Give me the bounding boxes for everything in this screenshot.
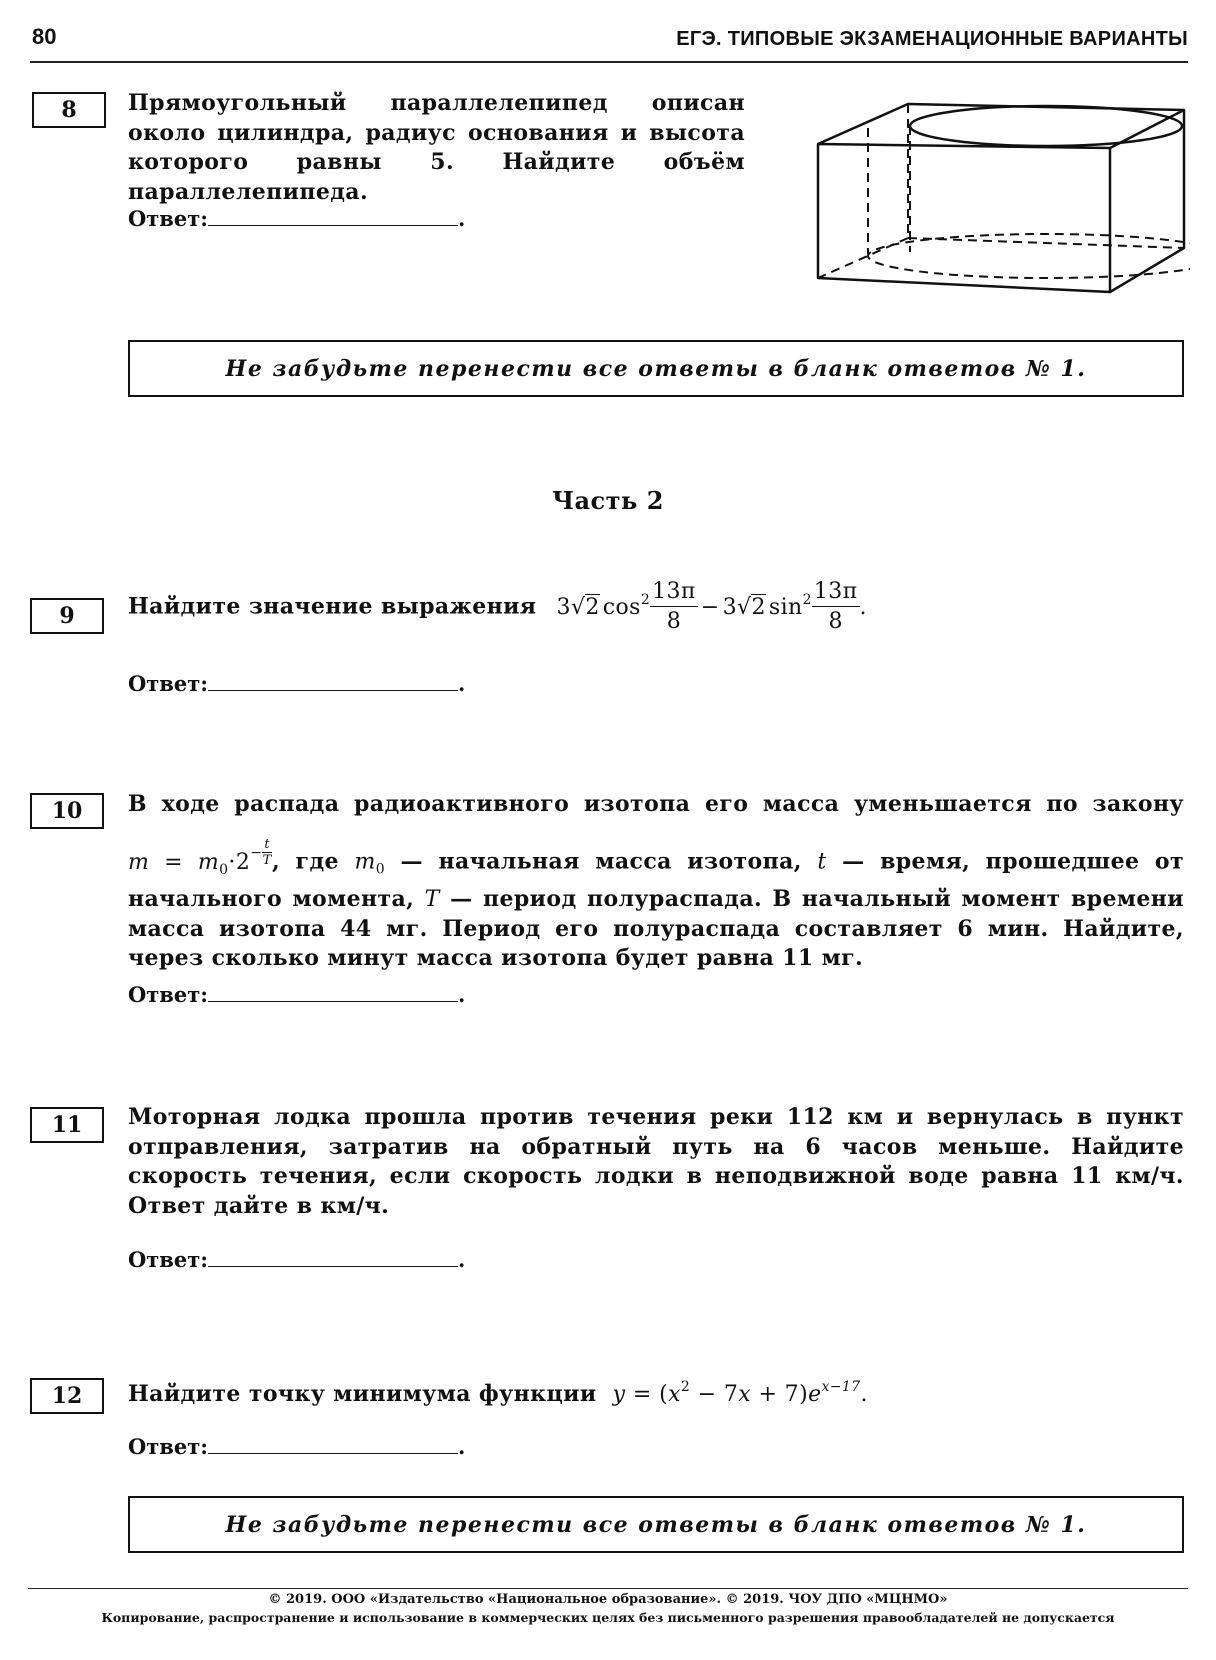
task-8-number: 8 — [32, 92, 106, 128]
answer-label: Ответ: — [128, 671, 209, 696]
task-10-formula: $m = m_0\cdot 2^{- \frac{t}{T}}$ — [128, 837, 272, 878]
task-9-prompt: Найдите значение выражения — [128, 593, 537, 620]
front-face — [818, 144, 1110, 292]
task-11-text: Моторная лодка прошла против течения реки 112 км и вернулась в пункт отправления, затратив на обратный путь на 6 часов меньше. Найдите скорость течения, если скорость лодки в неподвижной воде равна 11 км/ч. Ответ дайте в км/ч. — [128, 1104, 1184, 1219]
answer-label: Ответ: — [128, 206, 209, 231]
answer-line[interactable] — [208, 983, 458, 1002]
header-divider — [30, 61, 1188, 63]
task-9-text — [128, 578, 1028, 637]
reminder-box-2: Не забудьте перенести все ответы в бланк ответов № 1. — [128, 1496, 1184, 1553]
hidden-edge-back — [908, 238, 1184, 248]
task-10-body: $m = m_0\cdot 2^{- \frac{t}{T}}$ , где $m_0$ — начальная масса изотопа, t — время, прошедшее от начального момента, T — период полураспада. В начальный момент времени масса изотопа 44 мг. Период его полураспада составляет 6 мин. Найдите, через сколько минут масса изотопа будет равна 11 мг. — [128, 837, 1185, 971]
answer-label: Ответ: — [128, 982, 209, 1007]
answer-line[interactable] — [208, 672, 458, 691]
task-9-number: 9 — [30, 598, 104, 634]
task-8-answer[interactable]: Ответ: . — [128, 206, 466, 231]
task-12-number: 12 — [30, 1378, 104, 1414]
right-face — [1110, 110, 1184, 292]
part-title: Часть 2 — [552, 486, 664, 515]
task-10-line1: В ходе распада радиоактивного изотопа его масса уменьшается по закону — [128, 791, 1184, 817]
top-ellipse — [910, 106, 1182, 146]
bottom-ellipse — [868, 234, 1190, 278]
footer-copyright: © 2019. ООО «Издательство «Национальное образование». © 2019. ЧОУ ДПО «МЦНМО» — [268, 1592, 948, 1607]
task-10-answer[interactable]: Ответ: . — [128, 982, 466, 1007]
box-cylinder-figure — [810, 100, 1190, 300]
task-12-text: Найдите точку минимума функции $y = (x^2 - 7x + 7)e^{x-17}$. — [128, 1379, 868, 1407]
answer-label: Ответ: — [128, 1247, 209, 1272]
task-12-formula: $y = (x^2 - 7x + 7)e^{x-17}$. — [612, 1379, 868, 1407]
task-9-answer[interactable]: Ответ: . — [128, 671, 466, 696]
answer-line[interactable] — [208, 1248, 458, 1267]
running-head: ЕГЭ. ТИПОВЫЕ ЭКЗАМЕНАЦИОННЫЕ ВАРИАНТЫ — [676, 28, 1188, 50]
answer-label: Ответ: — [128, 1434, 209, 1459]
task-8-text: Прямоугольный параллелепипед описан около цилиндра, радиус основания и высота которого равны 5. Найдите объём параллелепипеда. — [128, 90, 745, 205]
task-11-number: 11 — [30, 1107, 104, 1143]
footer-divider — [28, 1588, 1188, 1589]
task-11-answer[interactable]: Ответ: . — [128, 1247, 466, 1272]
task-9-formula: 3√2 $\cos^2$ $\frac{13\pi}{8}$ − 3√2 $\sin^2$ $\frac{13\pi}{8}$ . — [556, 579, 867, 634]
reminder-box-1: Не забудьте перенести все ответы в бланк ответов № 1. — [128, 340, 1184, 397]
task-12-answer[interactable]: Ответ: . — [128, 1434, 466, 1459]
footer-notice: Копирование, распространение и использование в коммерческих целях без письменного разрешения правообладателей не допускается — [101, 1610, 1115, 1625]
page-number: 80 — [32, 24, 57, 49]
task-10-number: 10 — [30, 793, 104, 829]
answer-line[interactable] — [208, 207, 458, 226]
answer-line[interactable] — [208, 1435, 458, 1454]
